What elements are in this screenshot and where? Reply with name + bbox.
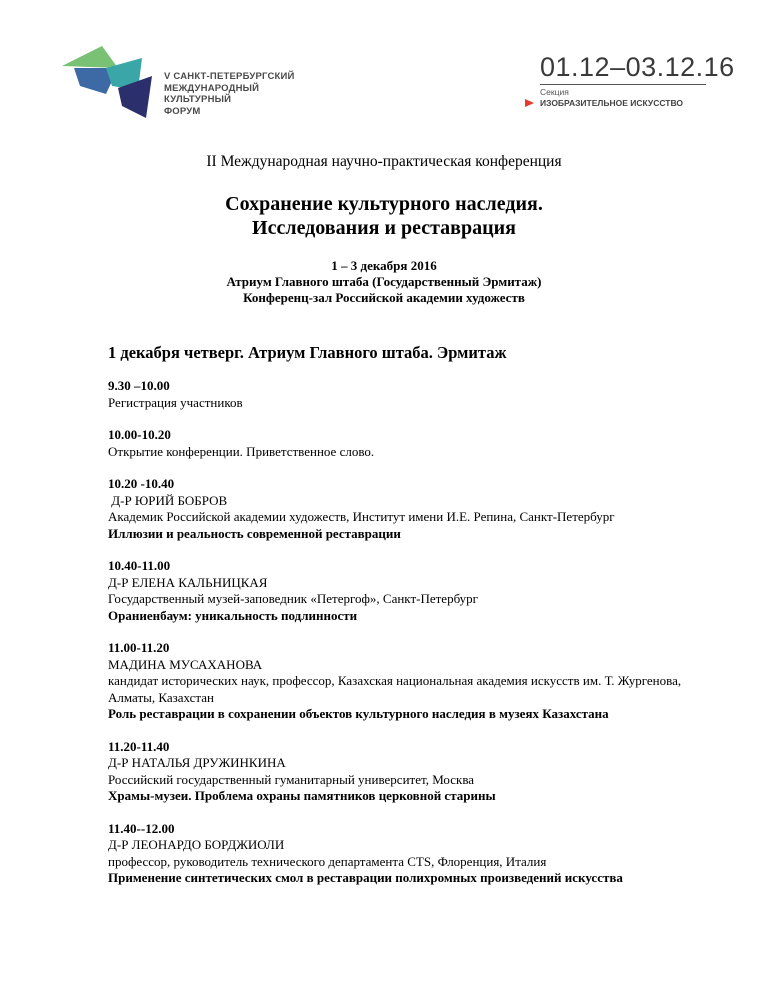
- program-topic: Иллюзии и реальность современной реставрации: [108, 525, 401, 541]
- program-topic: Применение синтетических смол в реставрации полихромных произведений искусства: [108, 870, 623, 885]
- program-affiliation: кандидат исторических наук, профессор, Казахская национальная академия искусств им. Т. Жургенова, Алматы, Казахстан: [108, 673, 682, 705]
- program-time: 10.40-11.00: [108, 558, 171, 573]
- program-item: [108, 821, 718, 887]
- section-name: ИЗОБРАЗИТЕЛЬНОЕ ИСКУССТВО: [540, 98, 683, 108]
- program-affiliation: Открытие конференции. Приветственное слово.: [108, 443, 375, 459]
- conference-venue: Конференц-зал Российской академии художеств: [243, 290, 525, 305]
- program-speaker: Д-Р ЕЛЕНА КАЛЬНИЦКАЯ: [108, 574, 268, 590]
- program-topic: Храмы-музеи. Проблема охраны памятников церковной старины: [108, 788, 496, 803]
- conference-dates: 1 – 3 декабря 2016: [331, 258, 437, 273]
- day-heading: 1 декабря четверг. Атриум Главного штаба. Эрмитаж: [108, 343, 507, 362]
- program-speaker: Д-Р НАТАЛЬЯ ДРУЖИНКИНА: [108, 755, 286, 770]
- program-item: [108, 476, 718, 542]
- program-list: [108, 378, 718, 903]
- program-topic: Роль реставрации в сохранении объектов культурного наследия в музеях Казахстана: [108, 706, 609, 721]
- program-affiliation: профессор, руководитель технического департамента CTS, Флоренция, Италия: [108, 853, 547, 869]
- program-speaker: Д-Р ЛЕОНАРДО БОРДЖИОЛИ: [108, 837, 285, 852]
- conference-type: II Международная научно-практическая конференция: [206, 153, 562, 170]
- program-time: 10.00-10.20: [108, 427, 171, 442]
- program-time: 10.20 -10.40: [108, 476, 175, 491]
- section-label: Секция: [540, 87, 569, 97]
- conference-title: [0, 192, 768, 240]
- dates-divider: [540, 84, 706, 85]
- program-item: [108, 558, 718, 624]
- program-item: [108, 640, 718, 723]
- forum-line: V САНКТ-ПЕТЕРБУРГСКИЙ: [164, 71, 295, 82]
- program-time: 9.30 –10.00: [108, 378, 170, 393]
- program-speaker: МАДИНА МУСАХАНОВА: [108, 656, 263, 672]
- program-affiliation: Академик Российской академии художеств, Институт имени И.Е. Репина, Санкт-Петербург: [108, 509, 615, 524]
- program-speaker: Д-Р ЮРИЙ БОБРОВ: [108, 492, 228, 508]
- conference-venue: Атриум Главного штаба (Государственный Эрмитаж): [226, 274, 542, 289]
- program-affiliation: Государственный музей-заповедник «Петергоф», Санкт-Петербург: [108, 591, 479, 606]
- forum-line: КУЛЬТУРНЫЙ: [164, 94, 232, 105]
- conference-title-line: Сохранение культурного наследия.: [225, 193, 543, 215]
- forum-line: ФОРУМ: [164, 105, 201, 117]
- program-time: 11.00-11.20: [108, 640, 170, 655]
- program-time: 11.40--12.00: [108, 820, 175, 836]
- program-affiliation: Регистрация участников: [108, 394, 243, 410]
- forum-name: [164, 71, 295, 117]
- program-item: [108, 378, 718, 411]
- conference-title-line: Исследования и реставрация: [252, 217, 516, 239]
- program-affiliation: Российский государственный гуманитарный университет, Москва: [108, 771, 475, 787]
- conference-meta: [0, 258, 768, 306]
- program-topic: Ораниенбаум: уникальность подлинности: [108, 607, 358, 623]
- program-time: 11.20-11.40: [108, 738, 170, 754]
- program-item: [108, 427, 718, 460]
- forum-dates: 01.12–03.12.16: [540, 52, 735, 82]
- arrow-icon: [525, 99, 534, 107]
- forum-logo: [60, 46, 170, 126]
- logo-green-shape: [62, 46, 118, 68]
- program-item: [108, 739, 718, 805]
- forum-line: МЕЖДУНАРОДНЫЙ: [164, 82, 260, 94]
